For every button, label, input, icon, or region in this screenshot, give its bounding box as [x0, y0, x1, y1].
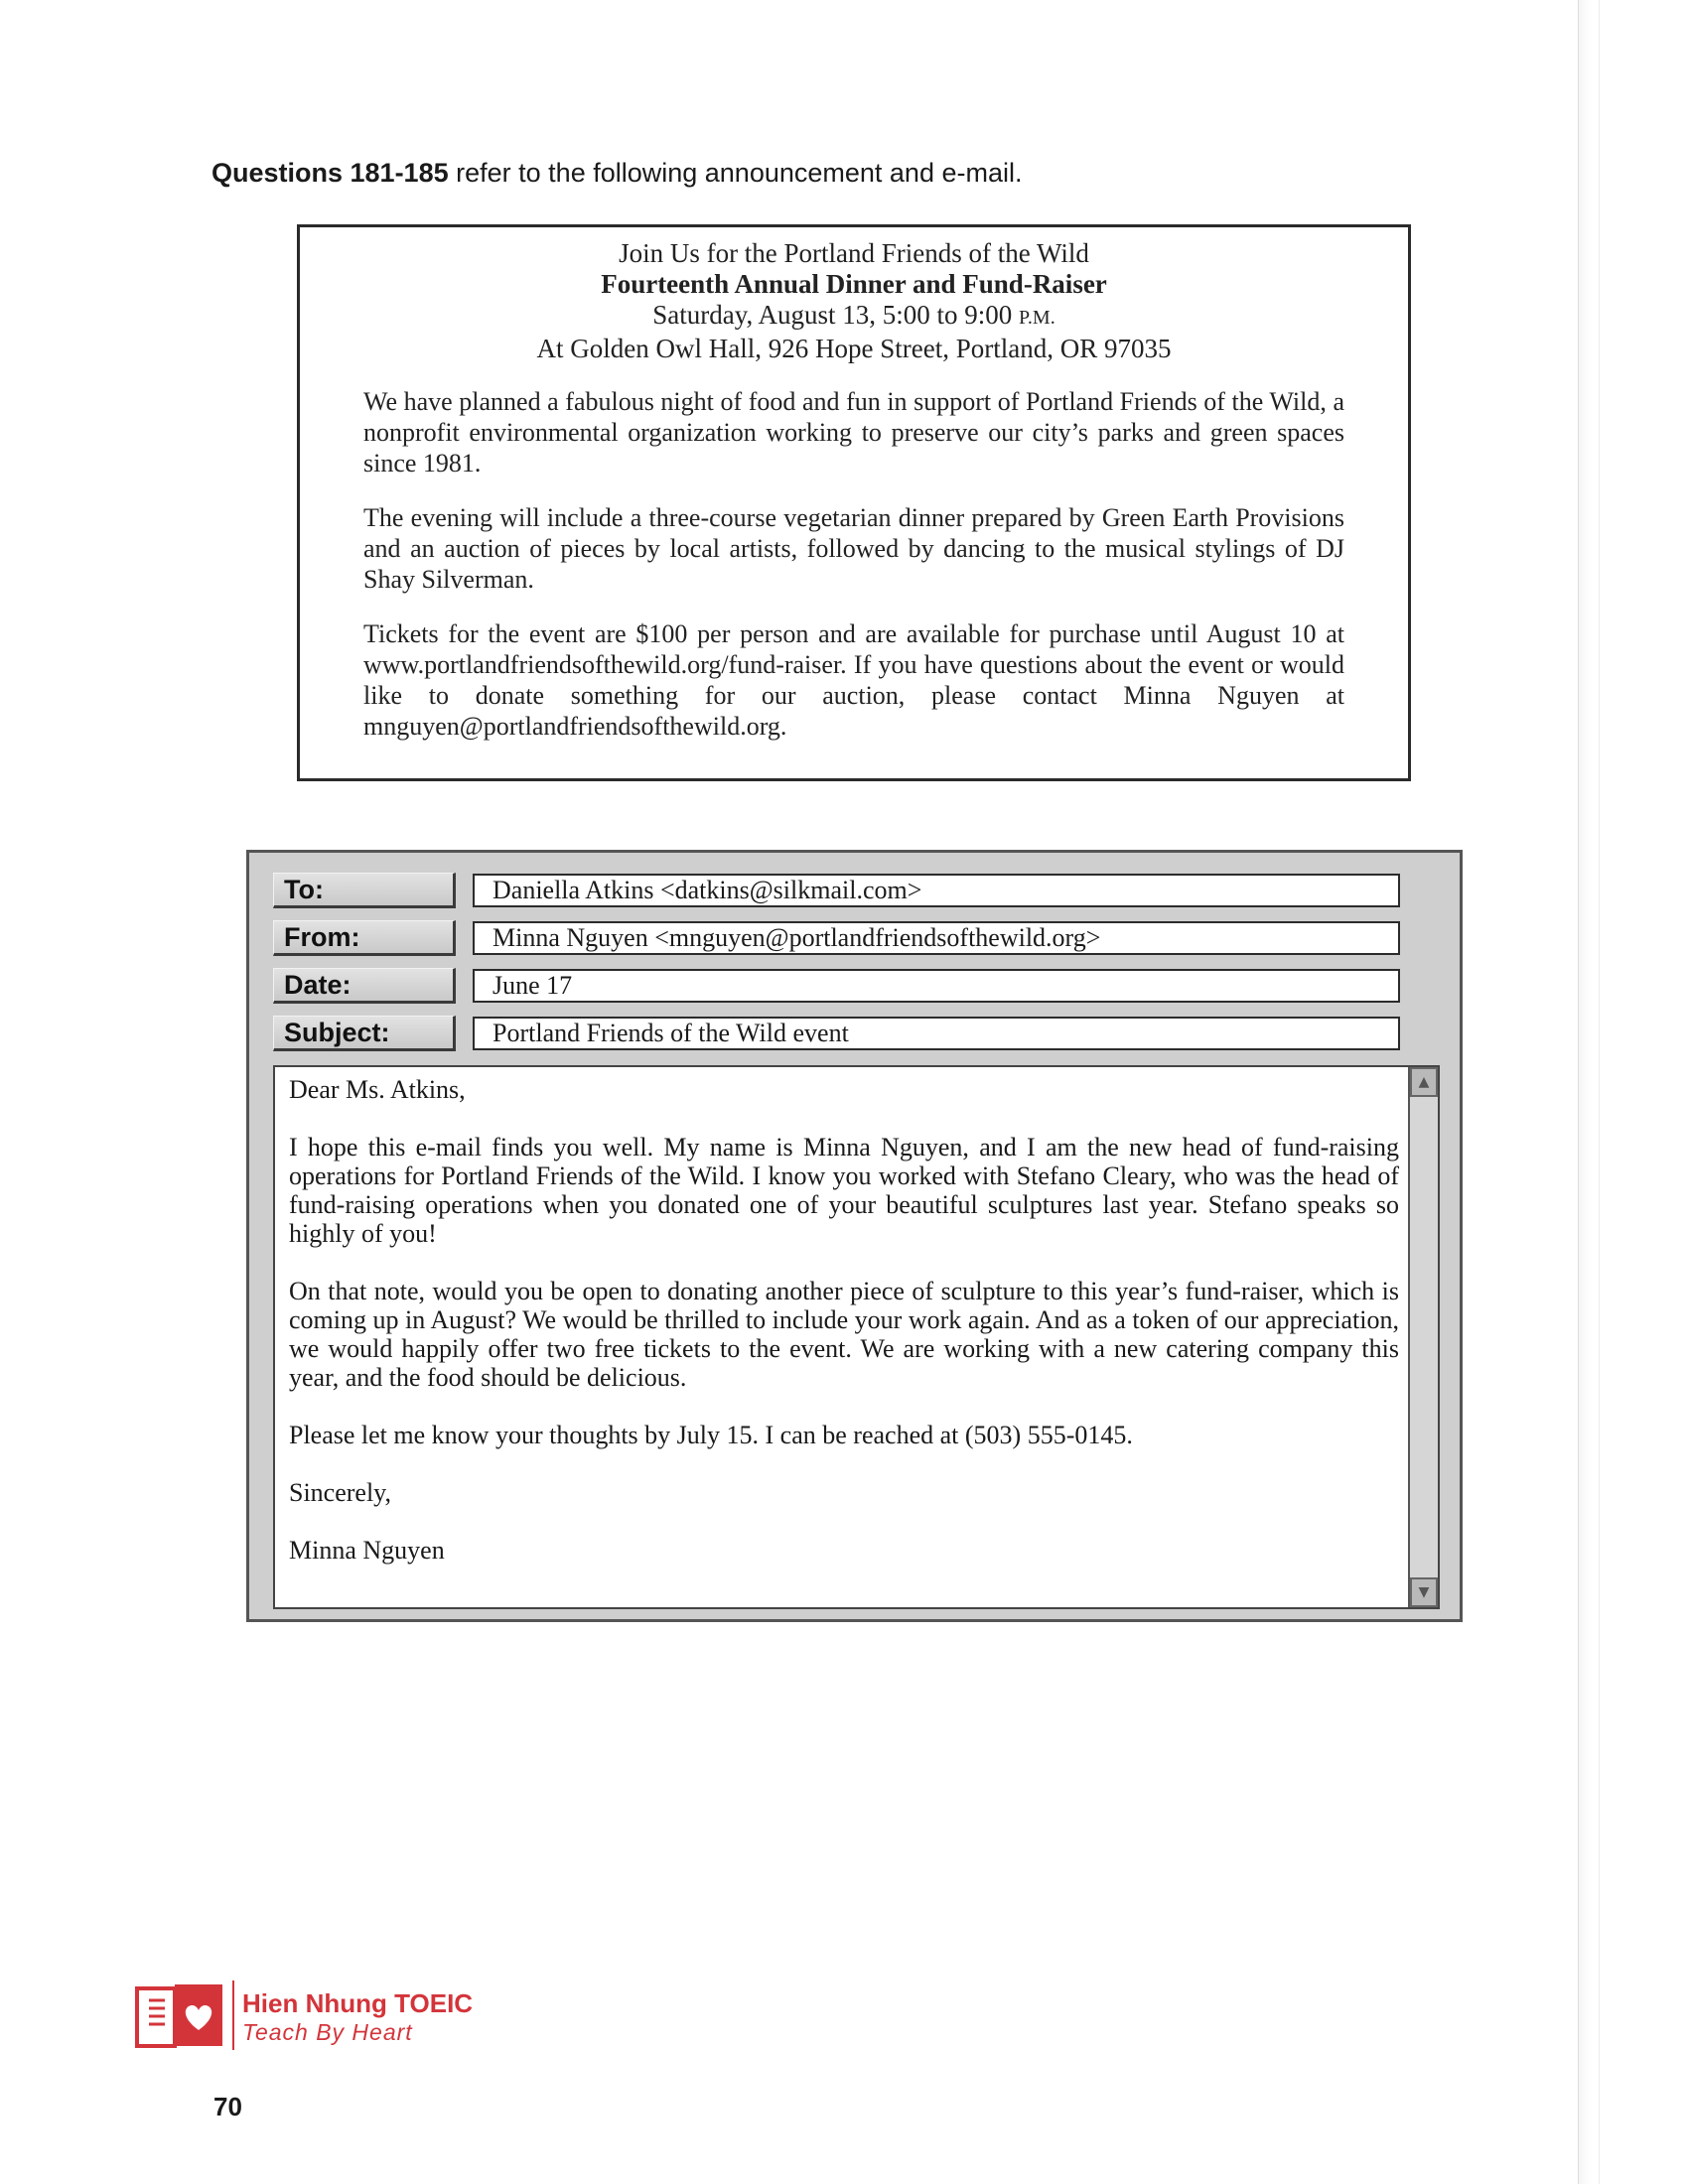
email-date-row — [273, 968, 1420, 1004]
email-from-field[interactable]: Minna Nguyen <mnguyen@portlandfriendsofthewild.org> — [473, 921, 1400, 955]
announcement-paragraph: The evening will include a three-course vegetarian dinner prepared by Green Earth Provisions and an auction of pieces by local artists, followed by dancing to the musical stylings of DJ Shay Silverman. — [363, 503, 1344, 594]
email-subject-field[interactable]: Portland Friends of the Wild event — [473, 1017, 1400, 1050]
email-body[interactable] — [273, 1065, 1440, 1609]
email-paragraph: On that note, would you be open to donating another piece of sculpture to this year’s fund-raiser, which is coming up in August? We would be thrilled to include your work again. And as a token of our appreciation, we would happily offer two free tickets to the event. We are working with a new catering company this year, and the food should be delicious. — [289, 1277, 1399, 1392]
email-body-text — [289, 1075, 1399, 1565]
announcement-datetime-ampm: P.M. — [1019, 307, 1055, 329]
email-to-row — [273, 873, 1420, 908]
email-closing: Sincerely, — [289, 1478, 391, 1507]
email-greeting: Dear Ms. Atkins, — [289, 1075, 466, 1104]
scroll-up-arrow-icon[interactable]: ▲ — [1410, 1067, 1438, 1097]
question-header — [211, 158, 1022, 189]
page-edge-shadow — [1578, 0, 1688, 2184]
email-signature: Minna Nguyen — [289, 1536, 445, 1565]
email-window — [246, 850, 1463, 1622]
question-range: Questions 181-185 — [211, 158, 449, 188]
scroll-down-arrow-icon[interactable]: ▼ — [1410, 1577, 1438, 1607]
logo-name: Hien Nhung TOEIC — [242, 1988, 474, 2018]
announcement-event-title: Fourteenth Annual Dinner and Fund-Raiser — [601, 269, 1107, 299]
email-date-field[interactable]: June 17 — [473, 969, 1400, 1003]
email-from-row — [273, 920, 1420, 956]
email-to-field[interactable]: Daniella Atkins <datkins@silkmail.com> — [473, 874, 1400, 907]
announcement-datetime — [363, 300, 1344, 334]
email-from-label: From: — [273, 920, 456, 956]
logo-tagline: Teach By Heart — [242, 2019, 413, 2045]
email-paragraph: I hope this e-mail finds you well. My name is Minna Nguyen, and I am the new head of fund-raising operations for Portland Friends of the Wild. I know you worked with Stefano Cleary, who was the head of fund-raising operations when you donated one of your beautiful sculptures last year. Stefano speaks so highly of you! — [289, 1133, 1399, 1248]
email-paragraph: Please let me know your thoughts by July 15. I can be reached at (503) 555-0145. — [289, 1421, 1133, 1449]
page-number: 70 — [213, 2092, 242, 2121]
book-heart-icon — [135, 1980, 224, 2050]
question-instruction: refer to the following announcement and e-mail. — [456, 158, 1023, 188]
announcement-paragraph: We have planned a fabulous night of food and fun in support of Portland Friends of the Wild, a nonprofit environmental organization working to preserve our city’s parks and green spaces since 1981. — [363, 387, 1344, 478]
announcement-line-1: Join Us for the Portland Friends of the Wild — [619, 238, 1089, 268]
email-to-label: To: — [273, 873, 456, 908]
email-date-label: Date: — [273, 968, 456, 1004]
email-subject-row — [273, 1016, 1420, 1051]
announcement-box — [297, 224, 1411, 781]
logo-divider — [232, 1980, 234, 2050]
announcement-heading — [363, 238, 1344, 364]
announcement-datetime-text: Saturday, August 13, 5:00 to 9:00 — [652, 300, 1020, 330]
email-subject-label: Subject: — [273, 1016, 456, 1051]
announcement-location: At Golden Owl Hall, 926 Hope Street, Portland, OR 97035 — [536, 334, 1172, 363]
email-scrollbar[interactable] — [1408, 1067, 1438, 1607]
publisher-logo — [135, 1980, 532, 2050]
announcement-paragraph: Tickets for the event are $100 per person and are available for purchase until August 10 at www.portlandfriendsofthewild.org/fund-raiser. If you have questions about the event or would like to donate something for our auction, please contact Minna Nguyen at mnguyen@portlandfriendsofthewild.org. — [363, 619, 1344, 741]
